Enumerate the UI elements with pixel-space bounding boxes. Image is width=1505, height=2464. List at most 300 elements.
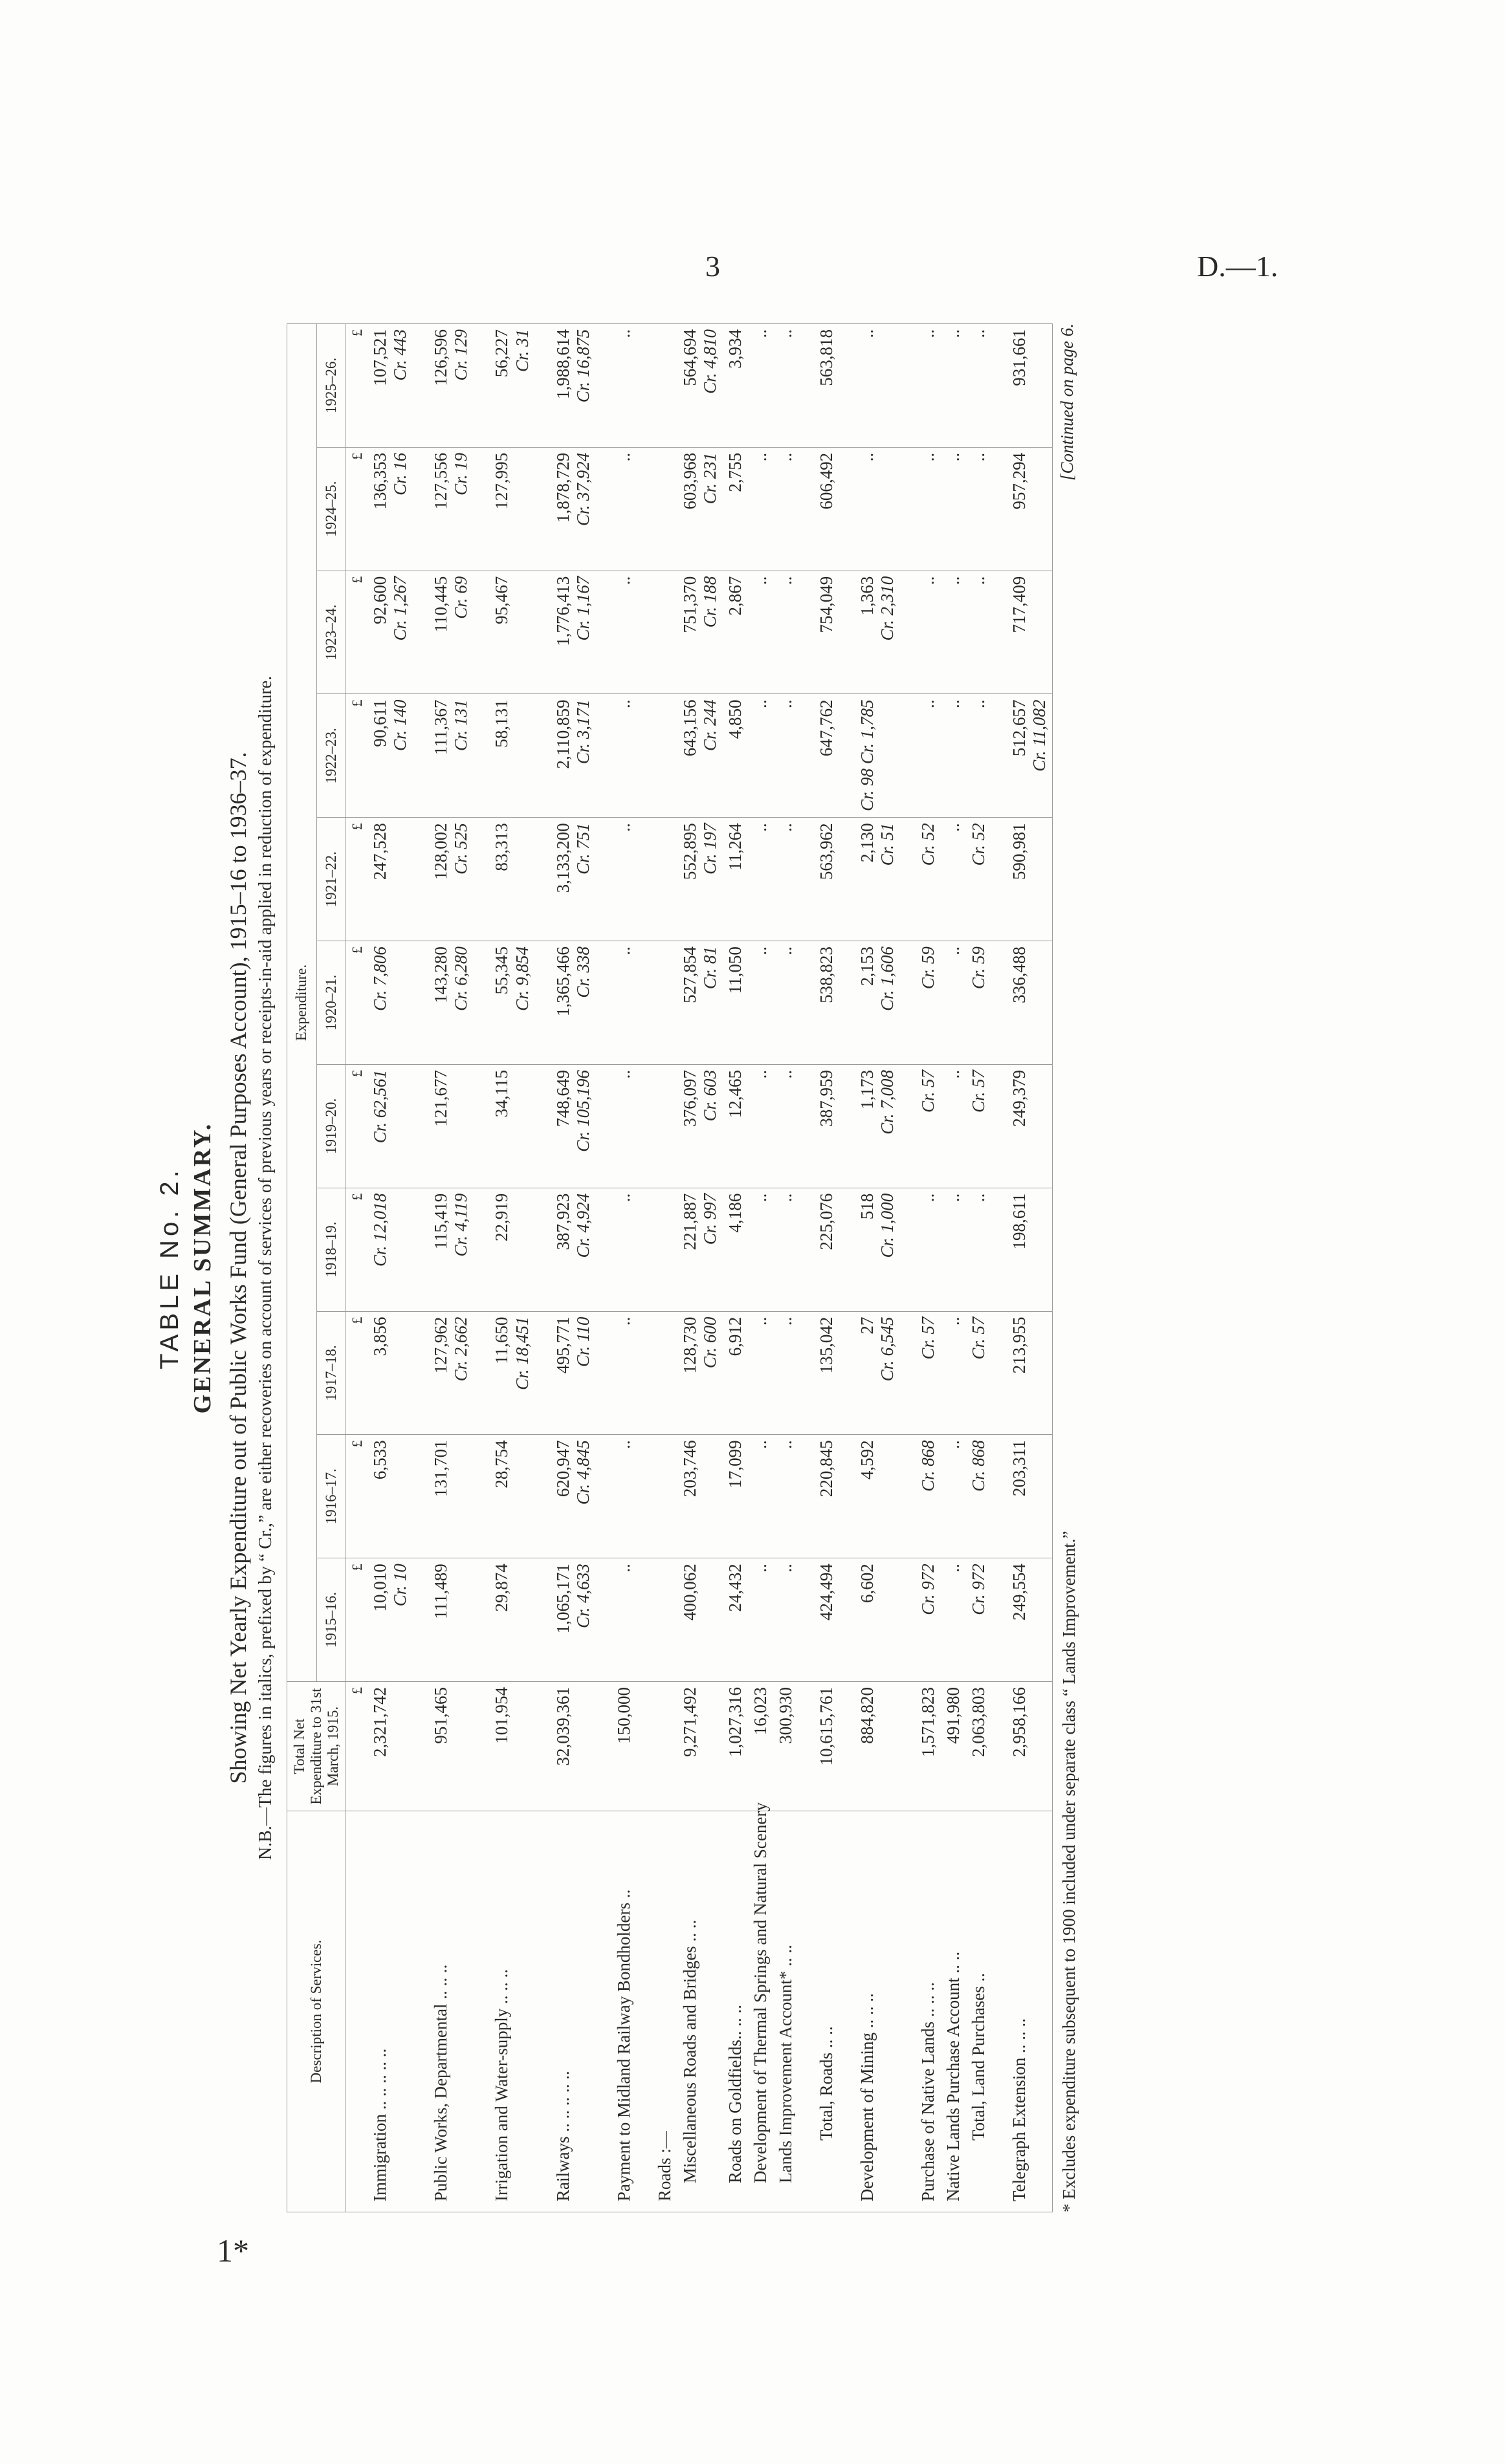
- year-cell: [489, 324, 534, 448]
- cell-value: 643,156: [679, 699, 699, 757]
- cell-value: 603,968: [679, 452, 699, 510]
- cell-value: 11,264: [725, 823, 745, 871]
- cell-credit: Cr. 443: [390, 329, 410, 381]
- spacer-cell: [596, 571, 611, 694]
- spacer-cell: [413, 571, 428, 694]
- year-cell: [855, 1188, 900, 1311]
- cell-credit: Cr. 59: [918, 946, 938, 990]
- year-cell: [551, 1558, 596, 1682]
- row-total: 1,027,316: [723, 1682, 748, 1811]
- cell-credit: Cr. 231: [699, 452, 720, 505]
- cell-value: 1,173: [857, 1069, 877, 1109]
- cell-value: 203,746: [679, 1440, 699, 1498]
- year-cell: [652, 818, 677, 941]
- year-cell: [916, 1311, 941, 1435]
- year-cell: [611, 1435, 637, 1558]
- cell-value: ..: [613, 1193, 633, 1203]
- spacer-cell: [798, 571, 814, 694]
- year-cell: [773, 1311, 798, 1435]
- spacer-row: [413, 324, 428, 2212]
- year-cell: [773, 941, 798, 1065]
- cell-value: 126,596: [431, 329, 451, 386]
- year-cell: [489, 818, 534, 941]
- year-cell: [748, 447, 773, 571]
- cell-value: ..: [775, 1316, 795, 1326]
- year-cell: [916, 1188, 941, 1311]
- row-total: 2,958,166: [1007, 1682, 1053, 1811]
- year-cell: [489, 447, 534, 571]
- cell-value: 754,049: [817, 576, 836, 633]
- row-description: Payment to Midland Railway Bondholders ..: [611, 1811, 637, 2212]
- spacer-cell: [839, 1064, 855, 1188]
- spacer-cell: [991, 571, 1007, 694]
- year-cell: [551, 1311, 596, 1435]
- table-row: [814, 324, 839, 2212]
- spacer-cell: [637, 324, 652, 448]
- cell-value: ..: [775, 329, 795, 338]
- cell-credit: Cr. 9,854: [512, 946, 532, 1011]
- year-cell: [368, 1188, 413, 1311]
- year-cell: [773, 571, 798, 694]
- cell-value: ..: [969, 452, 989, 462]
- cell-value: ..: [943, 329, 963, 338]
- year-cell: [916, 324, 941, 448]
- spacer-cell: [474, 1811, 489, 2212]
- cell-value: ..: [943, 1193, 963, 1203]
- cell-credit: Cr. 338: [573, 946, 593, 998]
- year-cell: [814, 447, 839, 571]
- cell-value: ..: [613, 946, 633, 955]
- year-cell: [677, 1311, 723, 1435]
- header-year: 1915–16.: [316, 1558, 346, 1682]
- table-row: [652, 324, 677, 2212]
- spacer-row: [991, 324, 1007, 2212]
- spacer-cell: [900, 1682, 916, 1811]
- row-total: 884,820: [855, 1682, 900, 1811]
- year-cell: [611, 818, 637, 941]
- year-cell: [1007, 818, 1053, 941]
- cell-credit: Cr. 105,196: [573, 1069, 593, 1152]
- year-cell: [428, 1188, 474, 1311]
- cell-value: 387,959: [817, 1069, 836, 1127]
- year-cell: [677, 324, 723, 448]
- spacer-cell: [900, 1435, 916, 1558]
- cell-credit: Cr. 197: [699, 823, 720, 875]
- table-row: [1007, 324, 1053, 2212]
- header-year: 1923–24.: [316, 571, 346, 694]
- year-cell: [428, 694, 474, 818]
- year-cell: [1007, 1188, 1053, 1311]
- cell-credit: Cr. 4,119: [451, 1193, 471, 1257]
- year-cell: [368, 1435, 413, 1558]
- cell-value: ..: [750, 1440, 770, 1449]
- year-cell: [773, 818, 798, 941]
- row-total: 9,271,492: [677, 1682, 723, 1811]
- spacer-row: [474, 324, 489, 2212]
- row-description: Total, Land Purchases ..: [966, 1811, 991, 2212]
- spacer-cell: [798, 818, 814, 941]
- cell-value: 249,554: [1009, 1564, 1029, 1620]
- row-total: 2,321,742: [368, 1682, 413, 1811]
- year-cell: [428, 818, 474, 941]
- cell-value: 1,065,171: [553, 1564, 573, 1634]
- spacer-cell: [637, 1064, 652, 1188]
- year-cell: [368, 818, 413, 941]
- cell-value: 3,133,200: [553, 823, 573, 893]
- table-row: [611, 324, 637, 2212]
- year-cell: [748, 1064, 773, 1188]
- cell-value: 6,602: [857, 1564, 877, 1603]
- cell-value: ..: [613, 1440, 633, 1449]
- year-cell: [428, 324, 474, 448]
- spacer-cell: [991, 1435, 1007, 1558]
- cell-value: 3,856: [370, 1316, 390, 1357]
- year-cell: [916, 1558, 941, 1682]
- cell-value: 647,762: [817, 699, 836, 757]
- cell-credit: Cr. 16: [390, 452, 410, 496]
- spacer-cell: [413, 1682, 428, 1811]
- cell-credit: Cr. 4,924: [573, 1193, 593, 1258]
- units-blank: [346, 1811, 368, 2212]
- cell-value: 376,097: [679, 1069, 699, 1127]
- spacer-cell: [474, 1558, 489, 1682]
- cell-value: ..: [918, 699, 938, 708]
- spacer-cell: [413, 1435, 428, 1558]
- cell-value: ..: [857, 329, 877, 338]
- year-cell: [855, 941, 900, 1065]
- cell-value: 83,313: [492, 823, 512, 871]
- year-cell: [489, 1064, 534, 1188]
- sheet-mark: 1*: [217, 2232, 249, 2269]
- cell-credit: Cr. 57: [918, 1069, 938, 1113]
- year-cell: [814, 1558, 839, 1682]
- cell-credit: Cr. 600: [699, 1316, 720, 1369]
- cell-value: 143,280: [431, 946, 451, 1003]
- nb-note: N.B.—The figures in italics, prefixed by “ Cr.,” are either recoveries on account of services of previous years or receipts-in-aid applied in reduction of expenditure.: [256, 675, 276, 1860]
- cell-value: ..: [943, 1564, 963, 1573]
- cell-credit: Cr. 52: [969, 823, 989, 866]
- cell-value: 249,379: [1009, 1069, 1029, 1127]
- cell-value: ..: [943, 576, 963, 585]
- spacer-cell: [596, 941, 611, 1065]
- year-cell: [677, 1064, 723, 1188]
- year-cell: [723, 571, 748, 694]
- spacer-cell: [637, 1188, 652, 1311]
- spacer-cell: [798, 324, 814, 448]
- year-cell: [489, 571, 534, 694]
- row-description: Roads :—: [652, 1811, 677, 2212]
- header-description: Description of Services.: [287, 1811, 346, 2212]
- year-cell: [748, 1558, 773, 1682]
- row-total: 951,465: [428, 1682, 474, 1811]
- cell-value: 1,363: [857, 576, 877, 616]
- cell-value: 247,528: [370, 823, 390, 880]
- year-cell: [428, 941, 474, 1065]
- year-cell: [551, 1188, 596, 1311]
- cell-value: ..: [918, 452, 938, 462]
- spacer-cell: [900, 1558, 916, 1682]
- spacer-cell: [637, 1311, 652, 1435]
- year-cell: [748, 941, 773, 1065]
- spacer-cell: [900, 447, 916, 571]
- table-body: [346, 324, 1053, 2212]
- year-cell: [941, 1558, 966, 1682]
- cell-value: ..: [613, 452, 633, 462]
- spacer-cell: [839, 1811, 855, 2212]
- cell-value: 198,611: [1009, 1193, 1029, 1250]
- cell-value: 136,353: [370, 452, 390, 510]
- spacer-cell: [413, 694, 428, 818]
- spacer-cell: [535, 447, 551, 571]
- cell-credit: Cr. 6,280: [451, 946, 471, 1011]
- year-cell: [966, 1558, 991, 1682]
- row-total: 16,023: [748, 1682, 773, 1811]
- spacer-cell: [535, 1811, 551, 2212]
- cell-value: 220,845: [817, 1440, 836, 1498]
- table-row: [855, 324, 900, 2212]
- cell-value: 527,854: [679, 946, 699, 1003]
- year-cell: [368, 571, 413, 694]
- year-cell: [489, 941, 534, 1065]
- year-cell: [855, 324, 900, 448]
- cell-value: ..: [918, 576, 938, 585]
- cell-value: 11,650: [492, 1316, 512, 1364]
- year-cell: [368, 1311, 413, 1435]
- spacer-cell: [798, 1188, 814, 1311]
- row-description: Immigration .. .. .. .. ..: [368, 1811, 413, 2212]
- cell-value: 225,076: [817, 1193, 836, 1250]
- year-cell: [966, 1311, 991, 1435]
- cell-value: 115,419: [431, 1193, 451, 1250]
- continued-note: [Continued on page 6.: [1057, 323, 1077, 481]
- spacer-cell: [535, 941, 551, 1065]
- row-description: Irrigation and Water-supply .. .. ..: [489, 1811, 534, 2212]
- table-row: [723, 324, 748, 2212]
- year-cell: [966, 571, 991, 694]
- spacer-cell: [839, 1682, 855, 1811]
- cell-value: 28,754: [492, 1440, 512, 1488]
- year-cell: [551, 1435, 596, 1558]
- row-description: Development of Thermal Springs and Natural Scenery: [748, 1811, 773, 2212]
- year-cell: [489, 1188, 534, 1311]
- header-year: 1922–23.: [316, 694, 346, 818]
- spacer-cell: [596, 818, 611, 941]
- cell-value: 24,432: [725, 1564, 745, 1612]
- year-cell: [428, 571, 474, 694]
- cell-credit: Cr. 129: [451, 329, 471, 381]
- row-total: 491,980: [941, 1682, 966, 1811]
- year-cell: [368, 1558, 413, 1682]
- year-cell: [677, 694, 723, 818]
- cell-credit: Cr. 997: [699, 1193, 720, 1245]
- cell-value: ..: [750, 576, 770, 585]
- spacer-cell: [413, 1558, 428, 1682]
- year-cell: [773, 1188, 798, 1311]
- spacer-cell: [474, 818, 489, 941]
- year-cell: [916, 1064, 941, 1188]
- year-cell: [652, 1435, 677, 1558]
- year-cell: [941, 941, 966, 1065]
- row-description: Miscellaneous Roads and Bridges .. ..: [677, 1811, 723, 2212]
- year-cell: [966, 324, 991, 448]
- cell-value: 121,677: [431, 1069, 451, 1127]
- year-cell: [941, 324, 966, 448]
- spacer-cell: [991, 447, 1007, 571]
- spacer-cell: [798, 1435, 814, 1558]
- spacer-cell: [413, 818, 428, 941]
- row-total: 10,615,761: [814, 1682, 839, 1811]
- year-cell: [814, 694, 839, 818]
- year-cell: [1007, 1558, 1053, 1682]
- cell-value: 1,988,614: [553, 329, 573, 399]
- spacer-cell: [474, 1188, 489, 1311]
- spacer-cell: [798, 1558, 814, 1682]
- cell-credit: Cr. 751: [573, 823, 593, 875]
- table-row: [773, 324, 798, 2212]
- spacer-cell: [900, 694, 916, 818]
- spacer-cell: [474, 1435, 489, 1558]
- year-cell: [941, 447, 966, 571]
- spacer-cell: [991, 1811, 1007, 2212]
- spacer-cell: [798, 447, 814, 571]
- cell-credit: Cr. 2,310: [877, 576, 897, 641]
- year-cell: [855, 447, 900, 571]
- year-cell: [677, 447, 723, 571]
- spacer-cell: [535, 1064, 551, 1188]
- year-cell: [966, 447, 991, 571]
- year-cell: [1007, 447, 1053, 571]
- spacer-cell: [413, 1311, 428, 1435]
- year-cell: [1007, 1064, 1053, 1188]
- year-cell: [941, 1188, 966, 1311]
- year-cell: [723, 818, 748, 941]
- year-cell: [773, 324, 798, 448]
- year-cell: [748, 571, 773, 694]
- cell-value: 538,823: [817, 946, 836, 1003]
- spacer-cell: [900, 1811, 916, 2212]
- cell-value: 336,488: [1009, 946, 1029, 1003]
- year-cell: [855, 694, 900, 818]
- cell-credit: Cr. 10: [390, 1564, 410, 1607]
- year-cell: [428, 1064, 474, 1188]
- cell-value: ..: [969, 699, 989, 708]
- spacer-cell: [900, 1064, 916, 1188]
- cell-credit: Cr. 19: [451, 452, 471, 496]
- year-cell: [941, 1311, 966, 1435]
- cell-value: 110,445: [431, 576, 451, 633]
- year-cell: [855, 1064, 900, 1188]
- spacer-cell: [798, 1064, 814, 1188]
- cell-value: 748,649: [553, 1069, 573, 1127]
- cell-value: ..: [969, 1193, 989, 1203]
- row-description: Development of Mining .. .. ..: [855, 1811, 900, 2212]
- spacer-cell: [535, 1311, 551, 1435]
- spacer-cell: [413, 324, 428, 448]
- header-year: 1918–19.: [316, 1188, 346, 1311]
- spacer-cell: [413, 941, 428, 1065]
- year-cell: [611, 1188, 637, 1311]
- cell-value: 131,701: [431, 1440, 451, 1498]
- year-cell: [489, 1311, 534, 1435]
- cell-value: ..: [750, 1193, 770, 1203]
- spacer-cell: [596, 1682, 611, 1811]
- year-cell: [1007, 694, 1053, 818]
- cell-value: ..: [750, 329, 770, 338]
- spacer-cell: [596, 694, 611, 818]
- year-cell: [748, 1311, 773, 1435]
- cell-credit: Cr. 244: [699, 699, 720, 752]
- header-total: Total Net Expenditure to 31st March, 1915.: [287, 1682, 346, 1811]
- spacer-cell: [413, 447, 428, 571]
- cell-value: 92,600: [370, 576, 390, 624]
- cell-value: ..: [775, 946, 795, 955]
- row-description: Telegraph Extension .. .. ..: [1007, 1811, 1053, 2212]
- cell-value: 606,492: [817, 452, 836, 510]
- cell-credit: Cr. 16,875: [573, 329, 593, 403]
- row-description: Lands Improvement Account* .. ..: [773, 1811, 798, 2212]
- cell-value: ..: [613, 1069, 633, 1079]
- cell-credit: Cr. 18,451: [512, 1316, 532, 1390]
- cell-value: 95,467: [492, 576, 512, 624]
- year-cell: [368, 324, 413, 448]
- year-cell: [368, 1064, 413, 1188]
- year-cell: [551, 694, 596, 818]
- cell-value: 563,962: [817, 823, 836, 880]
- year-cell: [551, 941, 596, 1065]
- year-cell: [748, 694, 773, 818]
- year-cell: [855, 818, 900, 941]
- year-cell: [814, 324, 839, 448]
- header-year: 1924–25.: [316, 447, 346, 571]
- page-number: 3: [705, 250, 720, 283]
- year-cell: [814, 941, 839, 1065]
- header-year: 1919–20.: [316, 1064, 346, 1188]
- cell-value: ..: [943, 1316, 963, 1326]
- cell-value: ..: [613, 1564, 633, 1573]
- year-cell: [677, 1435, 723, 1558]
- cell-credit: Cr. 52: [918, 823, 938, 866]
- cell-value: 518: [857, 1193, 877, 1220]
- year-cell: [814, 571, 839, 694]
- cell-value: 931,661: [1009, 329, 1029, 386]
- table-subtitle: GENERAL SUMMARY.: [189, 1122, 216, 1414]
- year-cell: [551, 324, 596, 448]
- spacer-cell: [991, 1558, 1007, 1682]
- spacer-cell: [839, 571, 855, 694]
- cell-credit: Cr. 140: [390, 699, 410, 752]
- cell-value: ..: [775, 452, 795, 462]
- cell-value: 56,227: [492, 329, 512, 378]
- header-year: 1921–22.: [316, 818, 346, 941]
- unit-cell: £: [346, 1188, 368, 1311]
- year-cell: [916, 694, 941, 818]
- cell-value: ..: [943, 699, 963, 708]
- cell-value: 22,919: [492, 1193, 512, 1241]
- cell-value: 55,345: [492, 946, 512, 995]
- year-cell: [652, 1558, 677, 1682]
- cell-value: ..: [969, 576, 989, 585]
- year-cell: [723, 1064, 748, 1188]
- spacer-cell: [535, 1558, 551, 1682]
- table-row: [428, 324, 474, 2212]
- cell-value: 213,955: [1009, 1316, 1029, 1374]
- cell-value: 4,592: [857, 1440, 877, 1480]
- cell-value: 495,771: [553, 1316, 573, 1374]
- summary-table: [287, 323, 1053, 2212]
- spacer-cell: [637, 941, 652, 1065]
- year-cell: [652, 941, 677, 1065]
- unit-cell: £: [346, 1558, 368, 1682]
